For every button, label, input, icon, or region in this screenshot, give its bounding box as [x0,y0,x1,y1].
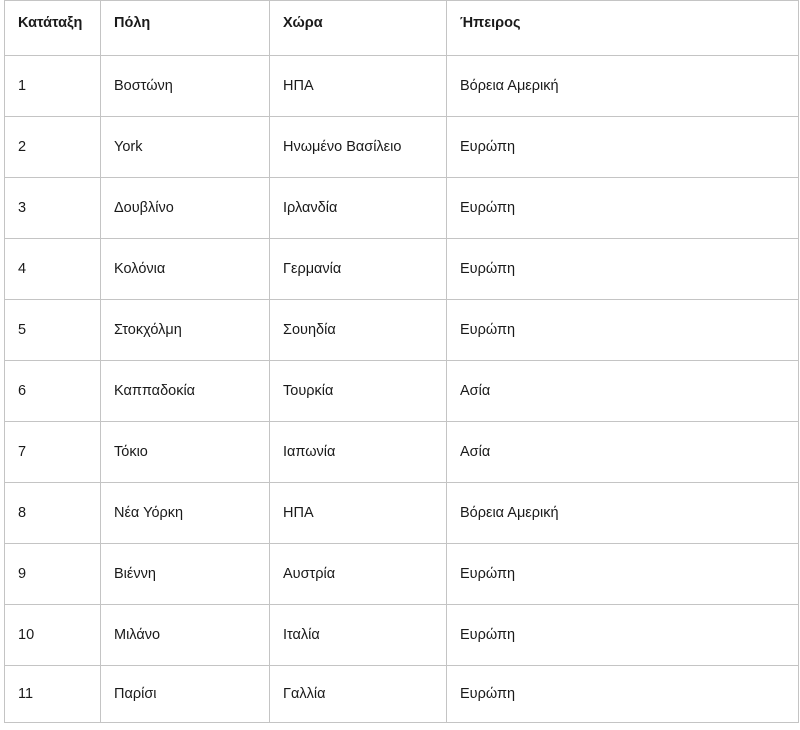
table-row [5,666,799,723]
column-header-rank: Κατάταξη [5,1,101,56]
cell-continent: Βόρεια Αμερική [447,483,799,544]
cell-rank: 4 [5,239,101,300]
cell-rank: 11 [5,666,101,723]
column-header-city: Πόλη [101,1,270,56]
cell-city: Βοστώνη [101,56,270,117]
cell-rank: 7 [5,422,101,483]
ranking-table [4,0,799,723]
cell-country: ΗΠΑ [270,56,447,117]
cell-country: Ιρλανδία [270,178,447,239]
cell-country: Σουηδία [270,300,447,361]
table-row [5,300,799,361]
cell-city: Τόκιο [101,422,270,483]
cell-city: Νέα Υόρκη [101,483,270,544]
cell-continent: Ευρώπη [447,117,799,178]
cell-city: York [101,117,270,178]
cell-continent: Ασία [447,361,799,422]
cell-continent: Ευρώπη [447,300,799,361]
cell-rank: 1 [5,56,101,117]
cell-rank: 3 [5,178,101,239]
table-row [5,56,799,117]
table-row [5,178,799,239]
cell-rank: 2 [5,117,101,178]
cell-continent: Ευρώπη [447,239,799,300]
cell-rank: 6 [5,361,101,422]
cell-city: Στοκχόλμη [101,300,270,361]
table-row [5,422,799,483]
cell-continent: Ευρώπη [447,605,799,666]
cell-city: Μιλάνο [101,605,270,666]
table-row [5,239,799,300]
cell-country: Αυστρία [270,544,447,605]
column-header-continent: Ήπειρος [447,1,799,56]
cell-continent: Βόρεια Αμερική [447,56,799,117]
cell-rank: 10 [5,605,101,666]
table-body [5,56,799,723]
table-row [5,544,799,605]
cell-city: Παρίσι [101,666,270,723]
cell-continent: Ευρώπη [447,544,799,605]
cell-country: Γερμανία [270,239,447,300]
cell-continent: Ευρώπη [447,666,799,723]
cell-country: Ηνωμένο Βασίλειο [270,117,447,178]
cell-country: Ιταλία [270,605,447,666]
cell-rank: 9 [5,544,101,605]
table-row [5,117,799,178]
cell-city: Βιέννη [101,544,270,605]
cell-rank: 8 [5,483,101,544]
cell-continent: Ευρώπη [447,178,799,239]
table-row [5,361,799,422]
cell-continent: Ασία [447,422,799,483]
cell-country: Ιαπωνία [270,422,447,483]
table-header-row [5,1,799,56]
table-row [5,605,799,666]
cell-city: Κολόνια [101,239,270,300]
cell-city: Δουβλίνο [101,178,270,239]
table-row [5,483,799,544]
cell-country: ΗΠΑ [270,483,447,544]
column-header-country: Χώρα [270,1,447,56]
cell-country: Τουρκία [270,361,447,422]
cell-country: Γαλλία [270,666,447,723]
cell-rank: 5 [5,300,101,361]
cell-city: Καππαδοκία [101,361,270,422]
table-container [4,0,798,723]
